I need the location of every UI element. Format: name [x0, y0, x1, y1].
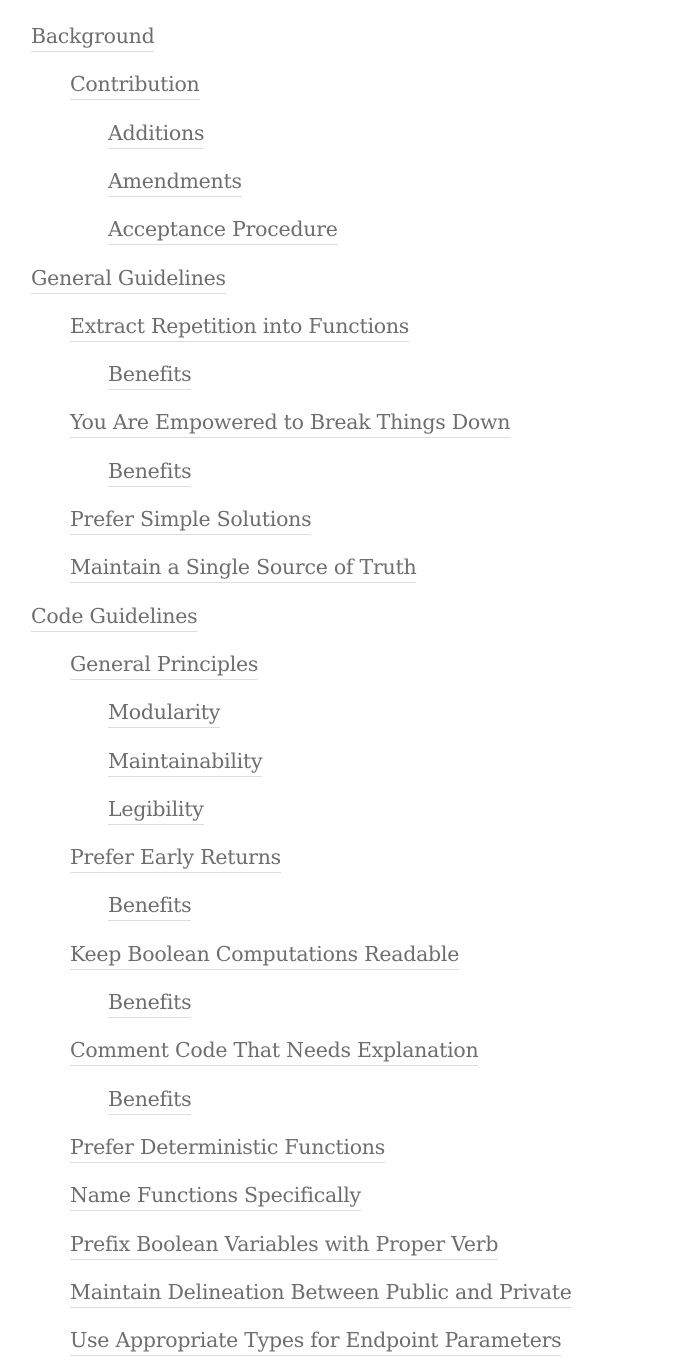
toc-link-single-source-of-truth[interactable]: Maintain a Single Source of Truth: [70, 553, 416, 583]
toc-item-legibility: [0, 773, 680, 821]
toc-link-empowered-break-down[interactable]: You Are Empowered to Break Things Down: [70, 408, 510, 438]
toc-link-additions[interactable]: Additions: [108, 119, 204, 149]
toc-link-name-functions[interactable]: Name Functions Specifically: [70, 1181, 361, 1211]
toc-item-additions: [0, 97, 680, 145]
toc-item-prefer-early-returns: [0, 821, 680, 869]
toc-link-prefix-boolean[interactable]: Prefix Boolean Variables with Proper Verb: [70, 1230, 498, 1260]
toc-item-prefer-simple-solutions: [0, 483, 680, 531]
toc-link-benefits[interactable]: Benefits: [108, 360, 191, 390]
toc-link-contribution[interactable]: Contribution: [70, 70, 200, 100]
toc-item-boolean-computations: [0, 918, 680, 966]
toc-item-amendments: [0, 145, 680, 193]
toc-link-endpoint-parameters[interactable]: Use Appropriate Types for Endpoint Parameters: [70, 1326, 561, 1356]
toc-item-public-private: [0, 1256, 680, 1304]
toc-item-modularity: [0, 676, 680, 724]
toc-item-benefits: [0, 435, 680, 483]
toc-link-prefer-simple-solutions[interactable]: Prefer Simple Solutions: [70, 505, 311, 535]
toc-item-name-functions: [0, 1159, 680, 1207]
toc-link-benefits[interactable]: Benefits: [108, 1085, 191, 1115]
toc-item-deterministic-functions: [0, 1111, 680, 1159]
toc-link-comment-code[interactable]: Comment Code That Needs Explanation: [70, 1036, 478, 1066]
toc-item-general-guidelines: [0, 242, 680, 290]
toc-item-benefits: [0, 1063, 680, 1111]
toc-item-maintainability: [0, 725, 680, 773]
toc-link-benefits[interactable]: Benefits: [108, 988, 191, 1018]
toc-item-benefits: [0, 966, 680, 1014]
toc-item-endpoint-parameters: [0, 1304, 680, 1352]
toc-item-general-principles: [0, 628, 680, 676]
toc-link-code-guidelines[interactable]: Code Guidelines: [31, 602, 197, 632]
toc-link-background[interactable]: Background: [31, 22, 154, 52]
toc-link-prefer-early-returns[interactable]: Prefer Early Returns: [70, 843, 281, 873]
toc-item-prefix-boolean: [0, 1208, 680, 1256]
toc-link-modularity[interactable]: Modularity: [108, 698, 220, 728]
toc-item-benefits: [0, 338, 680, 386]
toc-item-contribution: [0, 48, 680, 96]
toc-link-extract-repetition[interactable]: Extract Repetition into Functions: [70, 312, 409, 342]
toc-link-public-private[interactable]: Maintain Delineation Between Public and Private: [70, 1278, 572, 1308]
toc-link-benefits[interactable]: Benefits: [108, 891, 191, 921]
toc-item-benefits: [0, 869, 680, 917]
toc-item-empowered-break-down: [0, 386, 680, 434]
toc-link-maintainability[interactable]: Maintainability: [108, 747, 262, 777]
toc-item-code-guidelines: [0, 580, 680, 628]
toc-link-benefits[interactable]: Benefits: [108, 457, 191, 487]
toc-link-legibility[interactable]: Legibility: [108, 795, 204, 825]
toc-item-single-source-of-truth: [0, 531, 680, 579]
toc-link-deterministic-functions[interactable]: Prefer Deterministic Functions: [70, 1133, 385, 1163]
toc-item-background: [0, 0, 680, 48]
toc-link-boolean-computations[interactable]: Keep Boolean Computations Readable: [70, 940, 459, 970]
toc-item-comment-code: [0, 1014, 680, 1062]
toc-item-acceptance-procedure: [0, 193, 680, 241]
toc-item-extract-repetition: [0, 290, 680, 338]
toc-link-acceptance-procedure[interactable]: Acceptance Procedure: [108, 215, 338, 245]
toc-link-general-guidelines[interactable]: General Guidelines: [31, 264, 226, 294]
toc-link-amendments[interactable]: Amendments: [108, 167, 242, 197]
toc-link-general-principles[interactable]: General Principles: [70, 650, 258, 680]
